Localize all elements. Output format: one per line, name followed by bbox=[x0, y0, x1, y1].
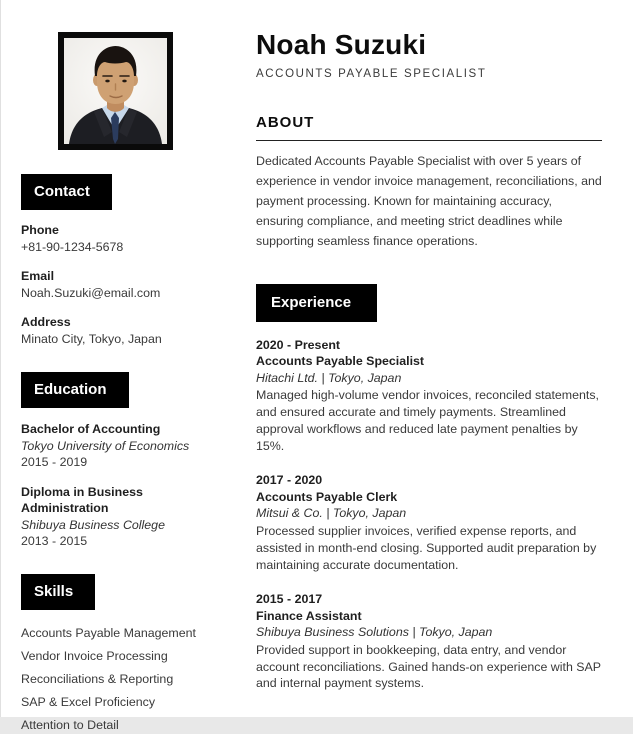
contact-item-address bbox=[21, 314, 226, 348]
job-description: Provided support in bookkeeping, data entry, and vendor account reconciliations. Gained hands-on experience with SAP and internal payment systems. bbox=[256, 642, 601, 691]
sidebar bbox=[1, 0, 236, 732]
contact-section-heading bbox=[21, 174, 112, 210]
skills-heading-label: Skills bbox=[34, 582, 74, 600]
portrait-illustration bbox=[64, 38, 167, 144]
education-item bbox=[21, 484, 226, 550]
email-label: Email bbox=[21, 269, 55, 283]
job-dates: 2017 - 2020 bbox=[256, 473, 323, 488]
skill-item: Accounts Payable Management bbox=[21, 625, 196, 640]
skill-item: SAP & Excel Proficiency bbox=[21, 694, 156, 709]
profile-photo bbox=[58, 32, 173, 150]
skills-list bbox=[21, 625, 226, 734]
job-description: Processed supplier invoices, verified expense reports, and assisted in month-end closing. Supported audit preparation by maintaining accurate documentation. bbox=[256, 523, 597, 572]
contact-item-phone bbox=[21, 222, 226, 256]
skill-item: Vendor Invoice Processing bbox=[21, 648, 168, 663]
skill-item: Attention to Detail bbox=[21, 717, 119, 732]
education-heading-label: Education bbox=[34, 381, 107, 398]
degree-name: Diploma in Business Administration bbox=[21, 484, 143, 515]
experience-list bbox=[256, 337, 602, 692]
school-name: Shibuya Business College bbox=[21, 517, 165, 532]
phone-value: +81-90-1234-5678 bbox=[21, 240, 124, 254]
job-entry bbox=[256, 472, 602, 573]
contact-item-email bbox=[21, 268, 226, 302]
experience-section-heading bbox=[256, 284, 377, 322]
main-column bbox=[236, 0, 633, 717]
job-company: Hitachi Ltd. | Tokyo, Japan bbox=[256, 370, 402, 385]
job-entry bbox=[256, 591, 602, 692]
about-heading: ABOUT bbox=[256, 113, 315, 131]
education-section-heading bbox=[21, 372, 129, 408]
job-description: Managed high-volume vendor invoices, reconciled statements, and ensured accurate and timely payments. Streamlined approval workflows and reduced late payment penalties by 15%. bbox=[256, 388, 599, 453]
job-company: Shibuya Business Solutions | Tokyo, Japan bbox=[256, 625, 493, 640]
job-company: Mitsui & Co. | Tokyo, Japan bbox=[256, 506, 407, 521]
job-dates: 2020 - Present bbox=[256, 337, 341, 352]
address-label: Address bbox=[21, 315, 71, 329]
skills-section-heading bbox=[21, 574, 95, 610]
job-entry bbox=[256, 337, 602, 455]
degree-name: Bachelor of Accounting bbox=[21, 422, 161, 436]
job-role: Accounts Payable Clerk bbox=[256, 489, 398, 504]
contact-heading-label: Contact bbox=[34, 183, 90, 200]
education-years: 2013 - 2015 bbox=[21, 534, 88, 548]
about-text: Dedicated Accounts Payable Specialist with over 5 years of experience in vendor invoice management, reconciliations, and payment processing. Known for maintaining accuracy, ensuring compliance, and meeting strict deadlines while supporting seamless finance operations. bbox=[256, 153, 602, 248]
experience-heading-label: Experience bbox=[271, 293, 352, 311]
person-job-title: ACCOUNTS PAYABLE SPECIALIST bbox=[256, 67, 487, 80]
job-dates: 2015 - 2017 bbox=[256, 592, 323, 607]
person-name: Noah Suzuki bbox=[256, 29, 427, 60]
education-item bbox=[21, 421, 226, 471]
skill-item: Reconciliations & Reporting bbox=[21, 671, 174, 686]
job-role: Finance Assistant bbox=[256, 608, 362, 623]
job-role: Accounts Payable Specialist bbox=[256, 354, 425, 369]
phone-label: Phone bbox=[21, 223, 59, 237]
address-value: Minato City, Tokyo, Japan bbox=[21, 332, 162, 346]
about-divider bbox=[256, 140, 602, 141]
school-name: Tokyo University of Economics bbox=[21, 438, 190, 453]
education-years: 2015 - 2019 bbox=[21, 455, 88, 469]
email-value: Noah.Suzuki@email.com bbox=[21, 286, 161, 300]
